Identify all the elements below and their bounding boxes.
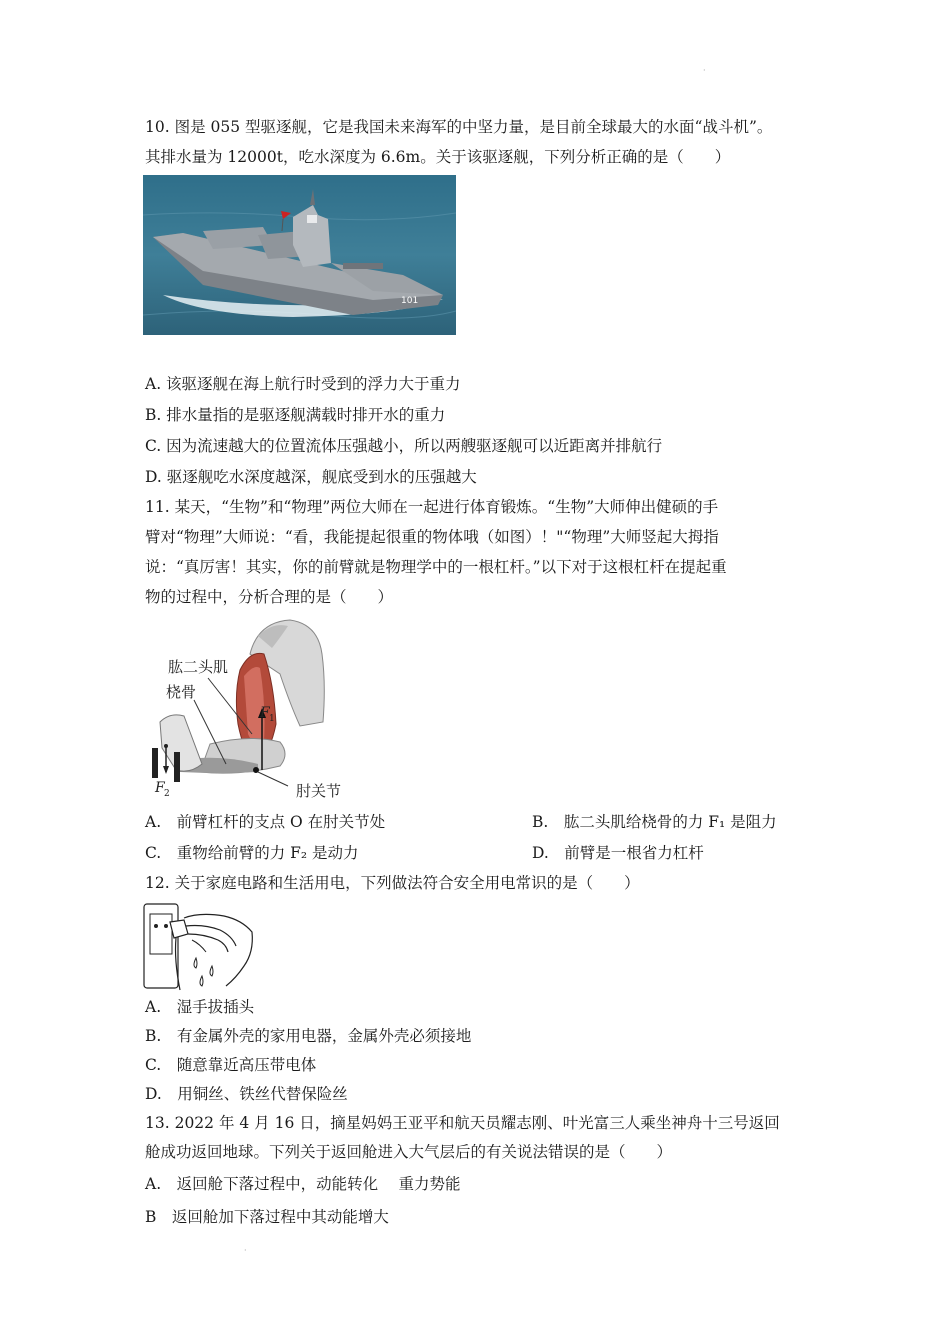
q11-stem-line-4: 物的过程中，分析合理的是（ ） — [145, 588, 394, 606]
q10-option-b: B. 排水量指的是驱逐舰满载时排开水的重力 — [145, 406, 446, 424]
elbow-label: 肘关节 — [296, 782, 342, 800]
q13-option-a: A. 返回舱下落过程中，动能转化 重力势能 — [145, 1175, 461, 1193]
arm-lever-figure — [140, 614, 370, 804]
q13-option-b: B 返回舱加下落过程中其动能增大 — [145, 1208, 389, 1226]
q12-option-d: D. 用铜丝、铁丝代替保险丝 — [145, 1085, 348, 1103]
page-mark-bottom: · — [244, 1246, 247, 1255]
hull-number: 101 — [401, 296, 419, 306]
q12-option-b: B. 有金属外壳的家用电器，金属外壳必须接地 — [145, 1027, 472, 1045]
f1-subscript: 1 — [269, 714, 275, 724]
q10-option-d: D. 驱逐舰吃水深度越深，舰底受到水的压强越大 — [145, 468, 477, 486]
radius-label: 桡骨 — [166, 683, 197, 701]
q12-option-a: A. 湿手拔插头 — [145, 998, 255, 1016]
destroyer-photo — [143, 175, 456, 335]
q10-stem-line-2: 其排水量为 12000t，吃水深度为 6.6m。关于该驱逐舰，下列分析正确的是（ ） — [145, 148, 731, 166]
q11-option-b: B. 肱二头肌给桡骨的力 F₁ 是阻力 — [532, 813, 777, 831]
q11-option-a: A. 前臂杠杆的支点 O 在肘关节处 — [145, 813, 386, 831]
q11-option-d: D. 前臂是一根省力杠杆 — [532, 844, 704, 862]
q13-stem-line-1: 13. 2022 年 4 月 16 日，摘星妈妈王亚平和航天员耀志刚、叶光富三人乘坐神舟十三号返回 — [145, 1114, 780, 1132]
q13-stem-line-2: 舱成功返回地球。下列关于返回舱进入大气层后的有关说法错误的是（ ） — [145, 1143, 673, 1161]
f2-label: F — [155, 780, 165, 796]
biceps-label: 肱二头肌 — [168, 658, 229, 676]
wet-hand-plug-figure — [140, 900, 258, 992]
page-mark-top: · — [703, 66, 706, 75]
q11-option-c: C. 重物给前臂的力 F₂ 是动力 — [145, 844, 359, 862]
q11-stem-line-1: 11. 某天，“生物”和“物理”两位大师在一起进行体育锻炼。“生物”大师伸出健硕的手 — [145, 498, 719, 516]
f1-label: F — [260, 705, 270, 721]
q11-stem-line-3: 说：“真厉害！其实，你的前臂就是物理学中的一根杠杆。”以下对于这根杠杆在提起重 — [145, 558, 727, 576]
q11-stem-line-2: 臂对“物理”大师说：“看，我能提起很重的物体哦（如图）！"“物理”大师竖起大拇指 — [145, 528, 719, 546]
q10-option-a: A. 该驱逐舰在海上航行时受到的浮力大于重力 — [145, 375, 461, 393]
q12-option-c: C. 随意靠近高压带电体 — [145, 1056, 317, 1074]
q12-stem: 12. 关于家庭电路和生活用电，下列做法符合安全用电常识的是（ ） — [145, 874, 640, 892]
q10-stem-line-1: 10. 图是 055 型驱逐舰，它是我国未来海军的中坚力量，是目前全球最大的水面“战斗机”。 — [145, 118, 773, 136]
f2-subscript: 2 — [164, 789, 170, 799]
q10-option-c: C. 因为流速越大的位置流体压强越小，所以两艘驱逐舰可以近距离并排航行 — [145, 437, 663, 455]
